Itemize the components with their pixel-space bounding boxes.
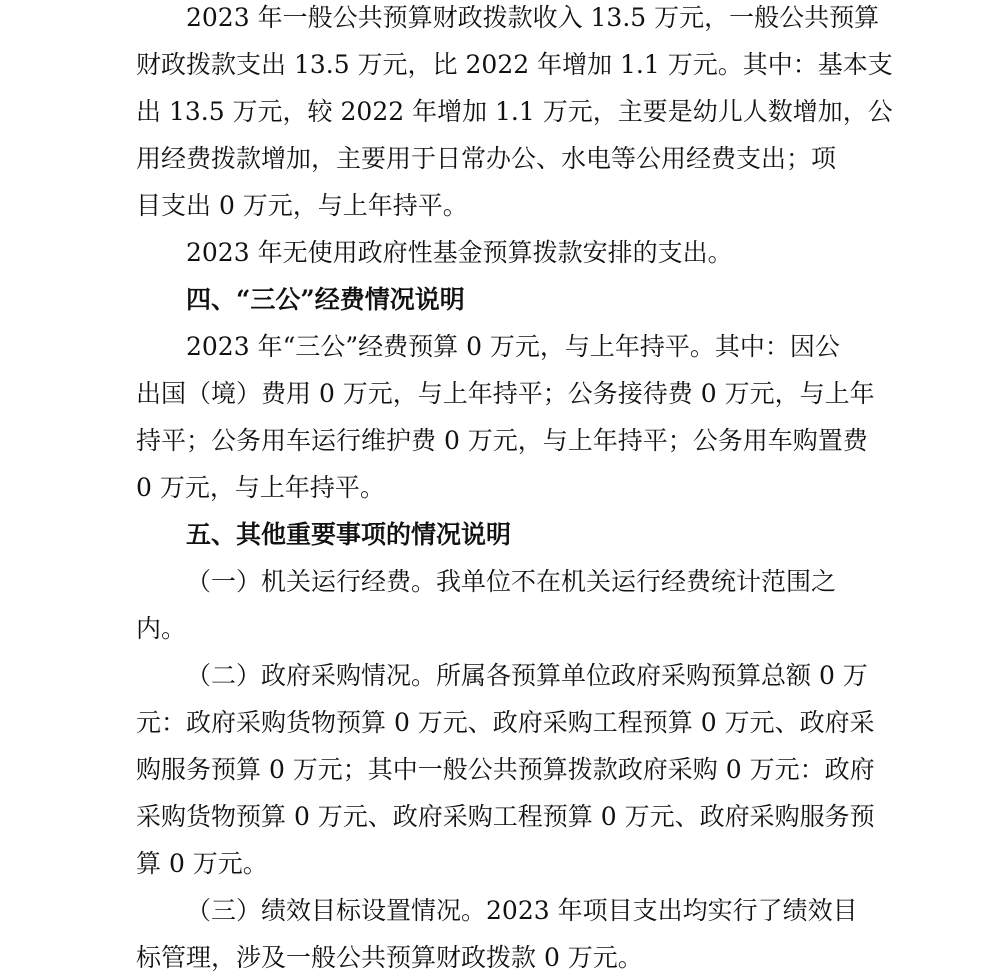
paragraph-1-line-5: 目支出 0 万元，与上年持平。: [136, 191, 468, 220]
paragraph-4-line-2: 内。: [136, 614, 187, 643]
paragraph-1-line-4: 用经费拨款增加，主要用于日常办公、水电等公用经费支出；项: [136, 144, 837, 173]
paragraph-3-line-1: 2023 年“三公”经费预算 0 万元，与上年持平。其中：因公: [186, 332, 840, 361]
paragraph-1-line-1: 2023 年一般公共预算财政拨款收入 13.5 万元，一般公共预算: [186, 3, 880, 32]
section-heading-4: 四、“三公”经费情况说明: [186, 285, 465, 314]
paragraph-4-line-1: （一）机关运行经费。我单位不在机关运行经费统计范围之: [186, 567, 837, 596]
paragraph-5-line-5: 算 0 万元。: [136, 849, 268, 878]
paragraph-6-line-1: （三）绩效目标设置情况。2023 年项目支出均实行了绩效目: [186, 896, 858, 925]
paragraph-5-line-3: 购服务预算 0 万元；其中一般公共预算拨款政府采购 0 万元：政府: [136, 755, 875, 784]
paragraph-1-line-2: 财政拨款支出 13.5 万元，比 2022 年增加 1.1 万元。其中：基本支: [136, 50, 893, 79]
paragraph-6-line-2: 标管理，涉及一般公共预算财政拨款 0 万元。: [136, 943, 643, 972]
paragraph-3-line-4: 0 万元，与上年持平。: [136, 473, 385, 502]
paragraph-3-line-3: 持平；公务用车运行维护费 0 万元，与上年持平；公务用车购置费: [136, 426, 868, 455]
paragraph-2-line-1: 2023 年无使用政府性基金预算拨款安排的支出。: [186, 238, 733, 267]
paragraph-5-line-2: 元：政府采购货物预算 0 万元、政府采购工程预算 0 万元、政府采: [136, 708, 875, 737]
paragraph-5-line-4: 采购货物预算 0 万元、政府采购工程预算 0 万元、政府采购服务预: [136, 802, 875, 831]
paragraph-5-line-1: （二）政府采购情况。所属各预算单位政府采购预算总额 0 万: [186, 661, 868, 690]
paragraph-1-line-3: 出 13.5 万元，较 2022 年增加 1.1 万元，主要是幼儿人数增加，公: [136, 97, 893, 126]
section-heading-5: 五、其他重要事项的情况说明: [186, 520, 512, 549]
paragraph-3-line-2: 出国（境）费用 0 万元，与上年持平；公务接待费 0 万元，与上年: [136, 379, 875, 408]
